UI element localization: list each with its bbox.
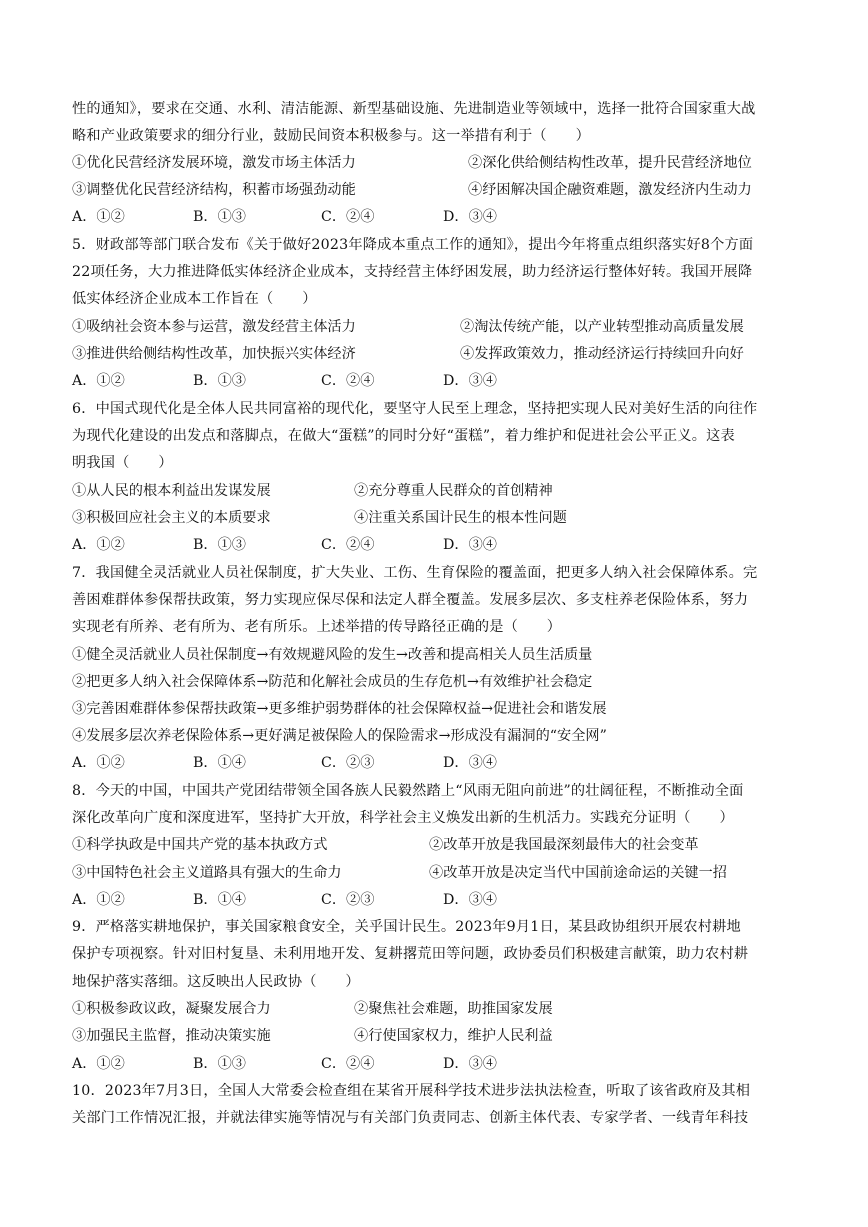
q4-stem-line-1: 性的通知》，要求在交通、水利、清洁能源、新型基础设施、先进制造业等领域中，选择一批符合国家重大战	[72, 101, 756, 117]
q8-option-c: C．②③	[321, 892, 375, 908]
q4-item-3: ③调整优化民营经济结构，积蓄市场强劲动能	[72, 182, 356, 198]
q6-item-2: ②充分尊重人民群众的首创精神	[354, 483, 553, 499]
q5-option-b: B．①③	[193, 373, 246, 389]
q4-item-4: ④纾困解决国企融资难题，激发经济内生动力	[468, 182, 752, 198]
q6-option-d: D．③④	[443, 537, 497, 553]
q9-option-c: C．②④	[321, 1056, 375, 1072]
q4-option-d: D．③④	[443, 209, 497, 225]
q9-stem-line-2: 保护专项视察。针对旧村复垦、未利用地开发、复耕撂荒田等问题，政协委员们积极建言献策，助力农村耕	[72, 946, 749, 962]
q6-stem-line-1: 6．中国式现代化是全体人民共同富裕的现代化，要坚守人民至上理念，坚持把实现人民对美好生活的向往作	[72, 401, 758, 417]
q4-item-2: ②深化供给侧结构性改革，提升民营经济地位	[468, 155, 752, 171]
q7-stem-line-1: 7．我国健全灵活就业人员社保制度，扩大失业、工伤、生育保险的覆盖面，把更多人纳入社会保障体系。完	[72, 565, 758, 581]
q6-stem-line-3: 明我国（ ）	[72, 455, 173, 471]
q9-item-4: ④行使国家权力，维护人民利益	[354, 1028, 553, 1044]
q6-item-3: ③积极回应社会主义的本质要求	[72, 510, 271, 526]
q5-option-a: A．①②	[72, 373, 125, 389]
q6-option-a: A．①②	[72, 537, 125, 553]
q4-option-c: C．②④	[321, 209, 375, 225]
q7-item-1: ①健全灵活就业人员社保制度→有效规避风险的发生→改善和提高相关人员生活质量	[72, 647, 593, 663]
q5-item-2: ②淘汰传统产能，以产业转型推动高质量发展	[460, 319, 744, 335]
q6-item-1: ①从人民的根本利益出发谋发展	[72, 483, 271, 499]
q8-item-1: ①科学执政是中国共产党的基本执政方式	[72, 837, 328, 853]
q9-item-3: ③加强民主监督，推动决策实施	[72, 1028, 271, 1044]
q4-stem-line-2: 略和产业政策要求的细分行业，鼓励民间资本积极参与。这一举措有利于（ ）	[72, 128, 590, 144]
q4-option-b: B．①③	[193, 209, 246, 225]
q7-stem-line-2: 善困难群体参保帮扶政策，努力实现应保尽保和法定人群全覆盖。发展多层次、多支柱养老保险体系，努力	[72, 592, 749, 608]
q8-item-4: ④改革开放是决定当代中国前途命运的关键一招	[429, 865, 727, 881]
q5-item-4: ④发挥政策效力，推动经济运行持续回升向好	[460, 346, 744, 362]
q7-item-3: ③完善困难群体参保帮扶政策→更多维护弱势群体的社会保障权益→促进社会和谐发展	[72, 701, 607, 717]
q5-option-d: D．③④	[443, 373, 497, 389]
q4-option-a: A．①②	[72, 209, 125, 225]
q5-stem-line-2: 22项任务，大力推进降低实体经济企业成本，支持经营主体纾困发展，助力经济运行整体好转。我国开展降	[72, 264, 753, 280]
q8-option-a: A．①②	[72, 892, 125, 908]
q8-stem-line-1: 8．今天的中国，中国共产党团结带领全国各族人民毅然踏上“风雨无阻向前进”的壮阔征程，不断推动全面	[72, 783, 744, 799]
q7-option-d: D．③④	[443, 755, 497, 771]
q9-stem-line-1: 9．严格落实耕地保护，事关国家粮食安全，关乎国计民生。2023年9月1日，某县政协组织开展农村耕地	[72, 919, 741, 935]
q8-item-3: ③中国特色社会主义道路具有强大的生命力	[72, 865, 342, 881]
q10-stem-line-2: 关部门工作情况汇报，并就法律实施等情况与有关部门负责同志、创新主体代表、专家学者、一线青年科技	[72, 1110, 749, 1126]
q8-stem-line-2: 深化改革向广度和深度进军，坚持扩大开放，科学社会主义焕发出新的生机活力。实践充分证明（ ）	[72, 810, 734, 826]
q7-option-c: C．②③	[321, 755, 375, 771]
q7-item-2: ②把更多人纳入社会保障体系→防范和化解社会成员的生存危机→有效维护社会稳定	[72, 674, 593, 690]
q5-item-3: ③推进供给侧结构性改革，加快振兴实体经济	[72, 346, 356, 362]
q7-option-b: B．①④	[193, 755, 246, 771]
q5-item-1: ①吸纳社会资本参与运营，激发经营主体活力	[72, 319, 356, 335]
q8-option-d: D．③④	[443, 892, 497, 908]
q7-option-a: A．①②	[72, 755, 125, 771]
q6-option-b: B．①③	[193, 537, 246, 553]
q9-item-1: ①积极参政议政，凝聚发展合力	[72, 1001, 271, 1017]
q9-stem-line-3: 地保护落实落细。这反映出人民政协（ ）	[72, 974, 360, 990]
q7-stem-line-3: 实现老有所养、老有所为、老有所乐。上述举措的传导路径正确的是（ ）	[72, 619, 562, 635]
q6-stem-line-2: 为现代化建设的出发点和落脚点，在做大“蛋糕”的同时分好“蛋糕”，着力维护和促进社会公平正义。这表	[72, 428, 735, 444]
q7-item-4: ④发展多层次养老保险体系→更好满足被保险人的保险需求→形成没有漏洞的“安全网”	[72, 728, 607, 744]
q9-option-a: A．①②	[72, 1056, 125, 1072]
q5-option-c: C．②④	[321, 373, 375, 389]
q10-stem-line-1: 10．2023年7月3日，全国人大常委会检查组在某省开展科学技术进步法执法检查，听取了该省政府及其相	[72, 1083, 751, 1099]
q6-option-c: C．②④	[321, 537, 375, 553]
q8-item-2: ②改革开放是我国最深刻最伟大的社会变革	[429, 837, 699, 853]
q5-stem-line-1: 5．财政部等部门联合发布《关于做好2023年降成本重点工作的通知》，提出今年将重点组织落实好8个方面	[72, 237, 754, 253]
q8-option-b: B．①④	[193, 892, 246, 908]
q9-option-d: D．③④	[443, 1056, 497, 1072]
q4-item-1: ①优化民营经济发展环境，激发市场主体活力	[72, 155, 356, 171]
q9-item-2: ②聚焦社会难题，助推国家发展	[354, 1001, 553, 1017]
q5-stem-line-3: 低实体经济企业成本工作旨在（ ）	[72, 291, 317, 307]
q9-option-b: B．①③	[193, 1056, 246, 1072]
q6-item-4: ④注重关系国计民生的根本性问题	[354, 510, 567, 526]
